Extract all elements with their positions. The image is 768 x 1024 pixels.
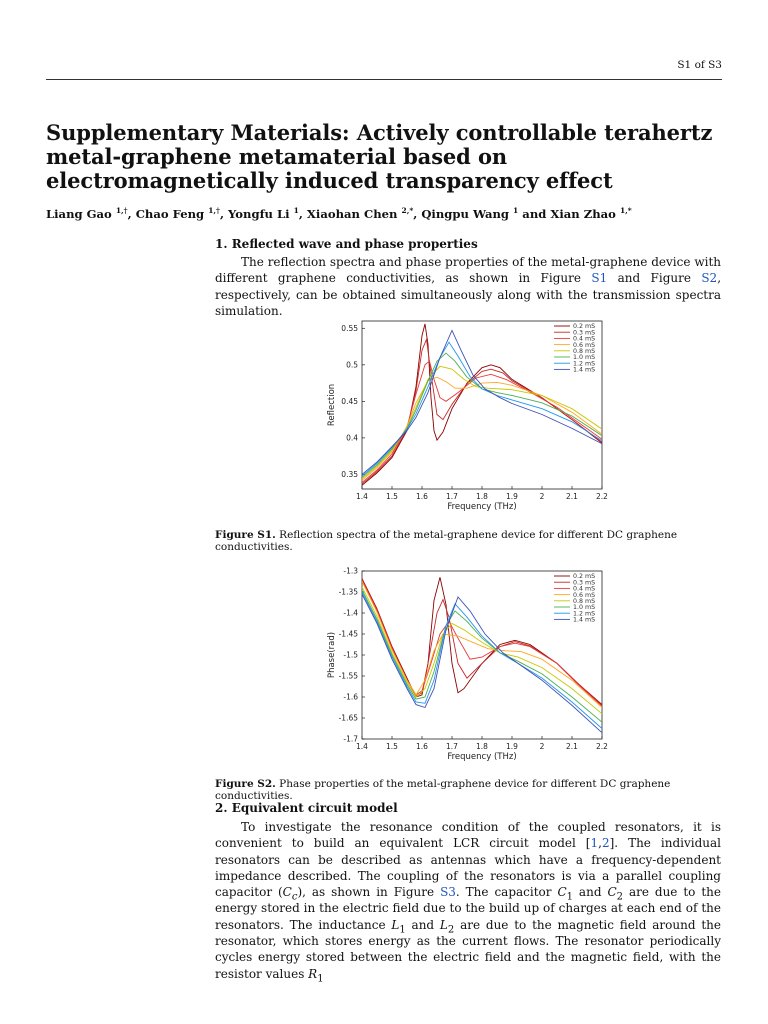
legend-label: 0.3 mS xyxy=(573,329,596,337)
series-line-0-8-ms xyxy=(362,587,602,714)
author-affiliation: 1 xyxy=(293,206,299,216)
x-tick-label: 1.7 xyxy=(446,742,458,751)
series-line-0-2-ms xyxy=(362,577,602,704)
y-axis-label: Phase(rad) xyxy=(327,631,337,679)
y-axis-label: Reflection xyxy=(327,383,337,427)
legend-label: 1.4 mS xyxy=(573,616,596,624)
legend-label: 1.0 mS xyxy=(573,354,596,362)
author-separator: , xyxy=(219,207,229,221)
y-tick-label: 0.45 xyxy=(341,396,358,406)
plot-frame xyxy=(362,321,602,489)
header-rule xyxy=(46,79,722,80)
x-tick-label: 2 xyxy=(539,492,545,501)
x-tick-label: 1.7 xyxy=(446,492,458,501)
author-name: Qingpu Wang xyxy=(421,207,509,221)
legend-label: 0.8 mS xyxy=(573,598,596,605)
author-affiliation: 1 xyxy=(513,206,519,216)
legend-label: 0.4 mS xyxy=(573,585,596,593)
y-tick-label: 0.5 xyxy=(346,360,358,370)
x-tick-label: 1.9 xyxy=(506,492,518,501)
legend-label: 1.4 mS xyxy=(573,366,596,374)
x-axis-label: Frequency (THz) xyxy=(447,502,517,512)
x-tick-label: 1.5 xyxy=(386,742,398,751)
x-tick-label: 2.1 xyxy=(566,742,578,751)
section-2-heading: 2. Equivalent circuit model xyxy=(215,801,398,815)
figure-s3-link[interactable]: S3 xyxy=(440,885,456,900)
x-tick-label: 1.8 xyxy=(476,742,488,751)
y-tick-label: -1.5 xyxy=(343,650,358,660)
x-tick-label: 1.5 xyxy=(386,492,398,501)
legend-label: 0.2 mS xyxy=(573,323,596,331)
figure-s1-chart xyxy=(320,313,620,525)
x-axis-label: Frequency (THz) xyxy=(447,752,517,762)
author-separator: , xyxy=(413,207,422,221)
series-line-0-4-ms xyxy=(362,580,602,706)
figure-s2-link[interactable]: S2 xyxy=(701,271,718,286)
legend-label: 0.8 mS xyxy=(573,348,596,355)
y-tick-label: -1.35 xyxy=(338,587,358,597)
series-line-1-4-ms xyxy=(362,331,602,475)
x-tick-label: 1.6 xyxy=(416,742,428,751)
x-tick-label: 2.2 xyxy=(596,742,608,751)
figure-s2-chart xyxy=(320,563,620,775)
figure-s1-link[interactable]: S1 xyxy=(591,271,608,286)
author-affiliation: 2,* xyxy=(401,206,414,216)
series-line-0-3-ms xyxy=(362,339,602,484)
y-tick-label: -1.45 xyxy=(338,629,358,639)
author-affiliation: 1,* xyxy=(619,206,632,216)
ref-1-link[interactable]: 1 xyxy=(590,836,599,851)
legend-label: 1.2 mS xyxy=(573,610,596,618)
section-1-paragraph: The reflection spectra and phase properties of the metal-graphene device with different graphene conductivities, as shown in Figure S1 and Figure S2, respectively, can be obtained simultaneously along with the transmission spectra simulation. xyxy=(215,255,722,318)
figure-s2-caption: Figure S2. Phase properties of the metal-graphene device for different DC graphene conductivities. xyxy=(215,778,671,802)
x-tick-label: 2.1 xyxy=(566,492,578,501)
author-name: Yongfu Li xyxy=(228,207,290,221)
y-tick-label: -1.65 xyxy=(338,713,358,723)
section-2-paragraph: To investigate the resonance condition of the coupled resonators, it is convenient to build an equivalent LCR circuit model [1,2]. The individual resonators can be described as antennas which have a frequency-dependent impedance described. The coupling of the resonators is via a parallel coupling capacitor $(C_c)$, as shown in Figure S3. The capacitor $C_1$ and $C_2$ are due to the energy stored in the electric field due to the build up of charges at each end of the resonators. The inductance $L_1$ and $L_2$ are due to the magnetic field around the resonator, which stores energy as the current flows. The resonator periodically cycles energy stored between the electric field and the magnetic field, with the resistor values $R_1$ xyxy=(215,820,721,985)
y-tick-label: -1.4 xyxy=(343,608,358,618)
series-line-0-6-ms xyxy=(362,377,602,480)
author-name: Xian Zhao xyxy=(550,207,616,221)
author-list xyxy=(46,207,736,221)
author-name: Xiaohan Chen xyxy=(306,207,398,221)
x-tick-label: 2.2 xyxy=(596,492,608,501)
author-affiliation: 1,† xyxy=(115,206,128,216)
legend-label: 0.6 mS xyxy=(573,341,596,349)
author-name: Liang Gao xyxy=(46,207,112,221)
author-separator: , xyxy=(127,207,136,221)
x-tick-label: 1.4 xyxy=(356,742,368,751)
series-line-0-4-ms xyxy=(362,361,602,482)
section-1-heading: 1. Reflected wave and phase properties xyxy=(215,237,478,251)
paper-title: Supplementary Materials: Actively controllable terahertz metal-graphene metamaterial based on electromagnetically induced transparency effect xyxy=(46,120,713,193)
x-tick-label: 2 xyxy=(539,742,545,751)
y-tick-label: 0.35 xyxy=(341,469,358,479)
y-tick-label: -1.6 xyxy=(343,692,358,702)
series-line-1-0-ms xyxy=(362,590,602,722)
x-tick-label: 1.6 xyxy=(416,492,428,501)
figure-s1-caption: Figure S1. Reflection spectra of the metal-graphene device for different DC graphene conductivities. xyxy=(215,529,678,553)
x-tick-label: 1.8 xyxy=(476,492,488,501)
author-separator: , xyxy=(298,207,307,221)
plot-frame xyxy=(362,571,602,739)
y-tick-label: -1.3 xyxy=(343,566,358,576)
y-tick-label: 0.55 xyxy=(341,323,358,333)
x-tick-label: 1.4 xyxy=(356,492,368,501)
author-affiliation: 1,† xyxy=(208,206,220,216)
y-tick-label: -1.55 xyxy=(338,671,358,681)
legend-label: 0.6 mS xyxy=(573,591,596,599)
legend-label: 0.2 mS xyxy=(573,573,596,581)
y-tick-label: 0.4 xyxy=(346,433,358,443)
author-name: Chao Feng xyxy=(135,207,205,221)
series-line-0-2-ms xyxy=(362,324,602,485)
legend-label: 0.4 mS xyxy=(573,335,596,343)
ref-2-link[interactable]: 2 xyxy=(601,836,610,851)
legend-label: 1.2 mS xyxy=(573,360,596,368)
page-number: S1 of S3 xyxy=(677,59,722,71)
author-separator: and xyxy=(518,207,551,221)
y-tick-label: -1.7 xyxy=(343,734,358,744)
legend-label: 1.0 mS xyxy=(573,604,596,612)
legend-label: 0.3 mS xyxy=(573,579,596,587)
x-tick-label: 1.9 xyxy=(506,742,518,751)
